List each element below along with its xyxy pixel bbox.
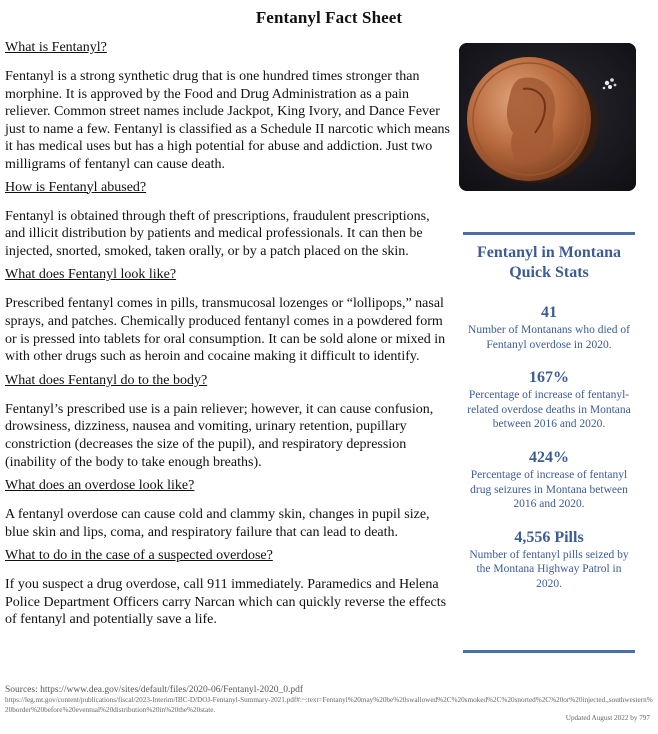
stat-item (463, 528, 635, 592)
section-question: How is Fentanyl abused? (5, 179, 147, 195)
section-question: What does Fentanyl look like? (5, 267, 177, 283)
stat-item (463, 448, 635, 512)
stat-description: Number of fentanyl pills seized by the Montana Highway Patrol in 2020. (469, 548, 629, 590)
section-question: What to do in the case of a suspected overdose? (5, 548, 273, 564)
stat-description: Number of Montanans who died of Fentanyl overdose in 2020. (468, 324, 630, 351)
stat-value: 424% (529, 448, 569, 466)
section-paragraph: Prescribed fentanyl comes in pills, transmucosal lozenges or “lollipops,” nasal sprays, and patches. Chemically produced fentanyl comes in a powdered form or is pressed into tablets for oral consumption. It can be sold alone or mixed in with other drugs such as heroin and cocaine making it difficult to identify. (5, 296, 446, 365)
stat-value: 4,556 Pills (514, 528, 584, 546)
stat-description: Percentage of increase of fentanyl drug seizures in Montana between 2016 and 2020. (470, 468, 628, 511)
section-question: What does Fentanyl do to the body? (5, 372, 208, 388)
section-what-is (5, 39, 451, 174)
stat-item (463, 368, 635, 432)
section-paragraph: If you suspect a drug overdose, call 911 immediately. Paramedics and Helena Police Department Officers carry Narcan which can quickly reverse the effects of fentanyl and potentially save a life. (5, 577, 447, 628)
section-paragraph: Fentanyl is obtained through theft of prescriptions, fraudulent prescriptions, and illicit distribution by patients and medical professionals. It can then be injected, snorted, smoked, taken orally, or by a patch placed on the skin. (5, 208, 430, 259)
stats-bottom-divider (463, 650, 635, 653)
updated-note: Updated August 2022 by 797 (565, 714, 650, 722)
sources-line-2: https://leg.mt.gov/content/publications/fiscal/2023-Interim/IBC-D/DOJ-Fentanyl-Summary-2021.pdf#:~:text=Fentanyl%20may%20be%20swallowed%2C%20smoked%2C%20snorted%2C%20or%20injected.,southwestern%20border%20before%20eventual%20distribution%20in%20the%20state. (5, 696, 653, 714)
sources-line: Sources: https://www.dea.gov/sites/default/files/2020-06/Fentanyl-2020_0.pdf (5, 685, 304, 695)
stats-top-divider (463, 232, 635, 235)
stats-title: Fentanyl in Montana Quick Stats (476, 244, 621, 281)
stat-value: 41 (541, 304, 557, 321)
quick-stats-panel (463, 232, 635, 608)
section-question: What is Fentanyl? (5, 40, 107, 55)
section-suspected-overdose (5, 547, 451, 629)
section-overdose-look (5, 477, 451, 541)
page-title: Fentanyl Fact Sheet (255, 8, 403, 27)
section-paragraph: Fentanyl is a strong synthetic drug that is one hundred times stronger than morphine. It is approved by the Food and Drug Administration as a pain reliever. Common street names include Jackpot, King Ivory, and Dance Fever just to name a few. Fentanyl is classified as a Schedule II narcotic which means it has medical uses but has a high potential for abuse and addiction. Just two milligrams of fentanyl can cause death. (5, 69, 451, 172)
section-paragraph: Fentanyl’s prescribed use is a pain reliever; however, it can cause confusion, drowsiness, dizziness, nausea and vomiting, urinary retention, pupillary constriction (decreases the size of the pupil), and respiratory depression (inability of the body to take enough breaths). (5, 401, 434, 470)
stat-value: 167% (529, 369, 569, 387)
stat-description: Percentage of increase of fentanyl-related overdose deaths in Montana between 2016 and 2020. (467, 389, 631, 431)
section-question: What does an overdose look like? (5, 478, 195, 494)
section-look-like (5, 266, 451, 365)
section-body-effects (5, 372, 451, 471)
section-paragraph: A fentanyl overdose can cause cold and clammy skin, changes in pupil size, blue skin and lips, coma, and respiratory failure that can lead to death. (5, 507, 430, 540)
stat-item (463, 303, 635, 352)
penny-with-fentanyl-powder-image (459, 43, 636, 191)
section-how-abused (5, 179, 451, 261)
fact-sections (5, 39, 451, 635)
